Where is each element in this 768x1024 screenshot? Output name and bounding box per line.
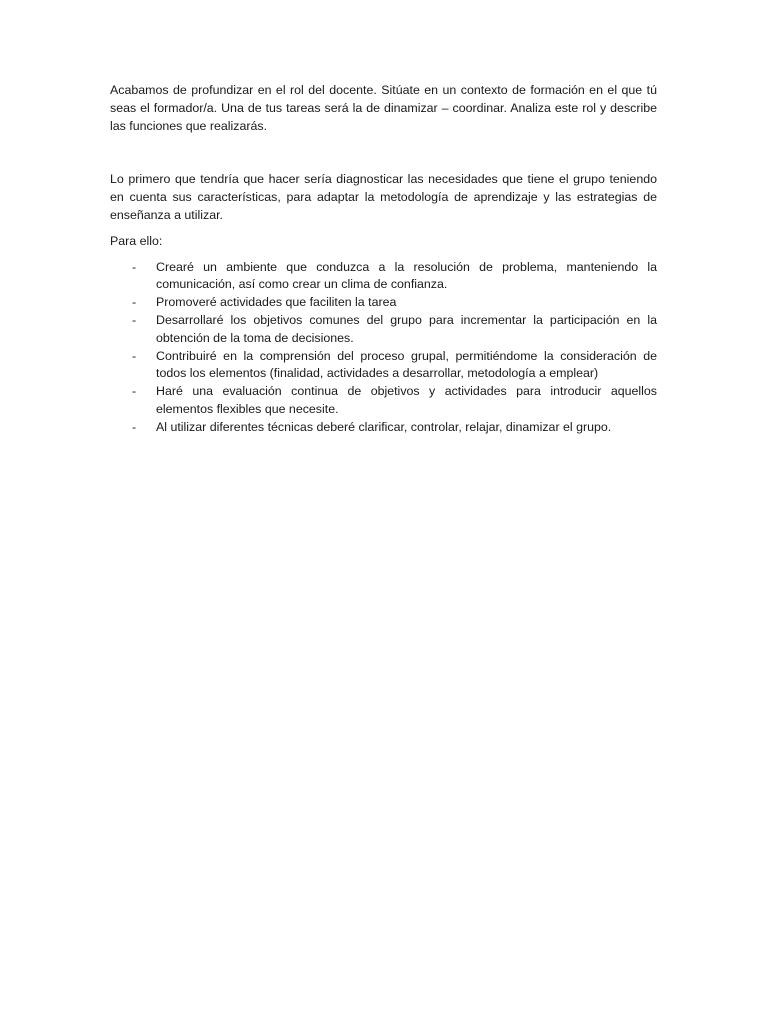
bullet-dash: - xyxy=(132,312,137,327)
list-item xyxy=(110,383,657,419)
bullet-dash: - xyxy=(132,384,137,399)
list-item-text: Haré una evaluación continua de objetivos y actividades para introducir aquellos elementos flexibles que necesite. xyxy=(156,384,657,416)
list-item-text: Al utilizar diferentes técnicas deberé clarificar, controlar, relajar, dinamizar el grupo. xyxy=(156,419,612,434)
bullet-dash: - xyxy=(132,419,137,434)
list-item xyxy=(110,312,657,348)
list-item-text: Contribuiré en la comprensión del proceso grupal, permitiéndome la consideración de todos los elementos (finalidad, actividades a desarrollar, metodología a emplear) xyxy=(156,348,657,381)
document-page xyxy=(110,82,657,437)
answer-intro-paragraph: Lo primero que tendría que hacer sería diagnosticar las necesidades que tiene el grupo teniendo en cuenta sus características, para adaptar la metodología de aprendizaje y las estrategias de enseñanza a utilizar. xyxy=(110,172,657,222)
bullet-dash: - xyxy=(132,295,137,310)
list-item-text: Desarrollaré los objetivos comunes del grupo para incrementar la participación en la obtención de la toma de decisiones. xyxy=(156,312,657,345)
list-item xyxy=(110,294,657,312)
bullet-dash: - xyxy=(132,348,137,363)
lead-in-text: Para ello: xyxy=(110,233,163,248)
list-item-text: Crearé un ambiente que conduzca a la resolución de problema, manteniendo la comunicación, así como crear un clima de confianza. xyxy=(156,259,657,292)
bullet-dash: - xyxy=(132,259,137,274)
list-item-text: Promoveré actividades que faciliten la tarea xyxy=(156,295,397,310)
function-list xyxy=(110,259,657,437)
list-item xyxy=(110,348,657,384)
list-item xyxy=(110,419,657,437)
prompt-paragraph: Acabamos de profundizar en el rol del docente. Sitúate en un contexto de formación en el que tú seas el formador/a. Una de tus tareas será la de dinamizar – coordinar. Analiza este rol y describe las funciones que realizarás. xyxy=(110,83,657,133)
list-item xyxy=(110,259,657,295)
